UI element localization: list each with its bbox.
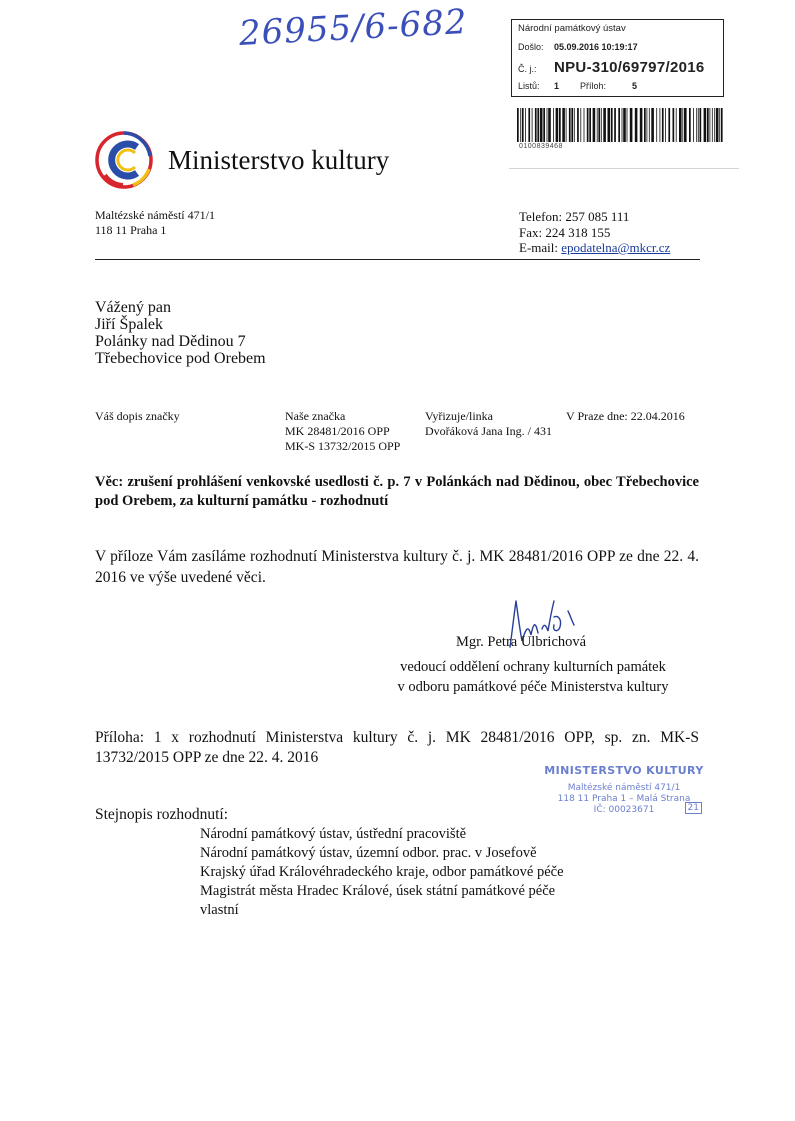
barcode-bar [543,108,545,142]
barcode-bar [656,108,657,142]
stamp-ref-label: Č. j.: [518,64,537,74]
barcode-bar [593,108,596,142]
barcode-bar [676,108,677,142]
barcode-bar [668,108,670,142]
barcode-bar [716,108,719,142]
copies-item: Národní památkový ústav, územní odbor. prac. v Josefově [200,845,537,861]
handled-by-label: Vyřizuje/linka [425,409,493,423]
signer-position [378,657,688,697]
barcode-bar [587,108,589,142]
barcode-bar [614,108,616,142]
stamp-sheets-value: 1 [554,81,560,91]
recipient-salutation: Vážený pan [95,299,171,316]
copies-item: Krajský úřad Královéhradeckého kraje, odbor památkové péče [200,864,564,880]
barcode-bar [721,108,723,142]
barcode-bar [707,108,709,142]
barcode-bar [548,108,551,142]
barcode-bar [627,108,628,142]
recipient-street: Polánky nad Dědinou 7 [95,333,246,350]
our-ref-label: Naše značka [285,409,346,423]
recipient-block [95,299,266,367]
barcode-bar [673,108,675,142]
barcode-bar [580,108,581,142]
barcode-bar [684,108,687,142]
sender-fax: Fax: 224 318 155 [519,224,611,240]
barcode-bar [693,108,694,142]
barcode-bar [696,108,697,142]
barcode-bar [535,108,537,142]
recipient-city: Třebechovice pod Orebem [95,350,266,367]
signer-name: Mgr. Petra Ulbrichová [456,634,587,650]
stamp-sheets-label: Listů: [518,81,540,91]
barcode-bar [571,108,573,142]
barcode-bar [532,108,533,142]
barcode-bar [589,108,591,142]
barcode-bar [598,108,600,142]
barcode-bar [577,108,579,142]
your-letter-label: Váš dopis značky [95,409,180,423]
sender-phone: Telefon: 257 085 111 [519,209,630,224]
barcode-bar [618,108,620,142]
barcode-bar [597,108,598,142]
stamp-received-label: Došlo: [518,42,544,52]
copies-item: Národní památkový ústav, ústřední pracoviště [200,826,467,842]
signer-position-line2: v odboru památkové péče Ministerstva kultury [397,679,669,695]
barcode-bar [520,108,521,142]
barcode-bar [651,108,654,142]
subject-line: Věc: zrušení prohlášení venkovské usedlosti č. p. 7 v Polánkách nad Dědinou, obec Třebechovice pod Orebem, za kulturní památku - rozhodnutí [95,474,699,509]
barcode-bar [608,108,611,142]
signer-position-line1: vedoucí oddělení ochrany kulturních památek [400,659,666,675]
divider-line [509,168,739,169]
barcode-bar [569,108,571,142]
barcode-bar [603,108,606,142]
our-ref-1: MK 28481/2016 OPP [285,424,390,438]
barcode-bar [630,108,633,142]
stamp-received-row [518,42,638,52]
barcode-bar [712,108,713,142]
barcode-bar [644,108,646,142]
barcode-number: 0100839468 [519,143,563,150]
barcode-bar [622,108,623,142]
barcode-bar [679,108,682,142]
barcode-bar [640,108,643,142]
stamp-institution: Národní památkový ústav [518,23,626,34]
copies-item: Magistrát města Hradec Králové, úsek státní památkové péče [200,883,556,899]
barcode-bar [611,108,613,142]
receipt-stamp [511,19,724,97]
barcode-bar [525,108,526,142]
stamp-counts-row [518,81,637,91]
ministry-logo-icon [93,129,155,191]
our-ref-2: MK-S 13732/2015 OPP [285,439,401,453]
sender-email-label: E-mail: [519,240,562,255]
barcode-bar [584,108,585,142]
handled-by-block [425,409,552,439]
barcode-bar [647,108,648,142]
ministry-stamp-line1: MINISTERSTVO KULTURY [544,764,704,777]
copies-label: Stejnopis rozhodnutí: [95,806,229,823]
recipient-name: Jiří Špalek [95,316,163,333]
barcode-bar [682,108,683,142]
barcode-bar [649,108,650,142]
barcode-bar [662,108,664,142]
attachment-note: Příloha: 1 x rozhodnutí Ministerstva kultury č. j. MK 28481/2016 OPP, sp. zn. MK-S 13732/2015 OPP ze dne 22. 4. 2016 [95,729,699,766]
ministry-stamp-line4-row [524,805,724,815]
barcode-bar [562,108,565,142]
ministry-stamp-line2: Maltézské náměstí 471/1 [567,783,681,793]
barcode-bar [704,108,707,142]
stamp-ref-row [518,59,705,76]
barcode-bar [540,108,543,142]
barcode-bar [537,108,539,142]
ministry-stamp-line3: 118 11 Praha 1 – Malá Strana [557,794,691,804]
barcode-bar [689,108,691,142]
handwritten-reference: 26955/6-682 [238,2,469,54]
barcode-bar [698,108,699,142]
barcode-bar [660,108,661,142]
ministry-stamp-number: 21 [685,802,702,814]
barcode-bar [528,108,530,142]
barcode-bar [547,108,548,142]
stamp-ref-value: NPU-310/69797/2016 [554,59,705,76]
barcode-bar [623,108,626,142]
letter-body: V příloze Vám zasíláme rozhodnutí Ministerstva kultury č. j. MK 28481/2016 OPP ze dne 22. 4. 2016 ve výše uvedené věci. [95,548,699,586]
barcode-bar [522,108,524,142]
barcode [517,108,723,142]
barcode-bar [719,108,720,142]
barcode-bar [517,108,519,142]
ministry-stamp-line4: IČ: 00023671 [593,805,655,815]
stamp-attachments-label: Příloh: [580,81,607,91]
sender-address-line2: 118 11 Praha 1 [95,223,167,237]
barcode-bar [556,108,559,142]
ministry-stamp [524,764,724,815]
copies-list [200,825,564,920]
header-rule [95,259,700,260]
barcode-bar [574,108,575,142]
barcode-bar [714,108,715,142]
barcode-bar [665,108,666,142]
barcode-bar [635,108,638,142]
barcode-bar [553,108,554,142]
barcode-bar [566,108,567,142]
place-date: V Praze dne: 22.04.2016 [566,409,685,423]
handled-by-value: Dvořáková Jana Ing. / 431 [425,424,552,438]
barcode-bar [710,108,711,142]
sender-email-row [519,240,670,256]
barcode-bar [601,108,602,142]
our-ref-block [285,409,400,454]
stamp-attachments-value: 5 [632,81,638,91]
ministry-name: Ministerstvo kultury [168,145,390,175]
sender-address-line1: Maltézské náměstí 471/1 [95,208,215,222]
copies-item: vlastní [200,902,239,918]
sender-contact [519,209,670,256]
sender-address [95,208,215,238]
barcode-bar [559,108,561,142]
sender-email-link[interactable]: epodatelna@mkcr.cz [561,240,671,255]
stamp-received-value: 05.09.2016 10:19:17 [554,42,638,52]
barcode-bar [700,108,702,142]
